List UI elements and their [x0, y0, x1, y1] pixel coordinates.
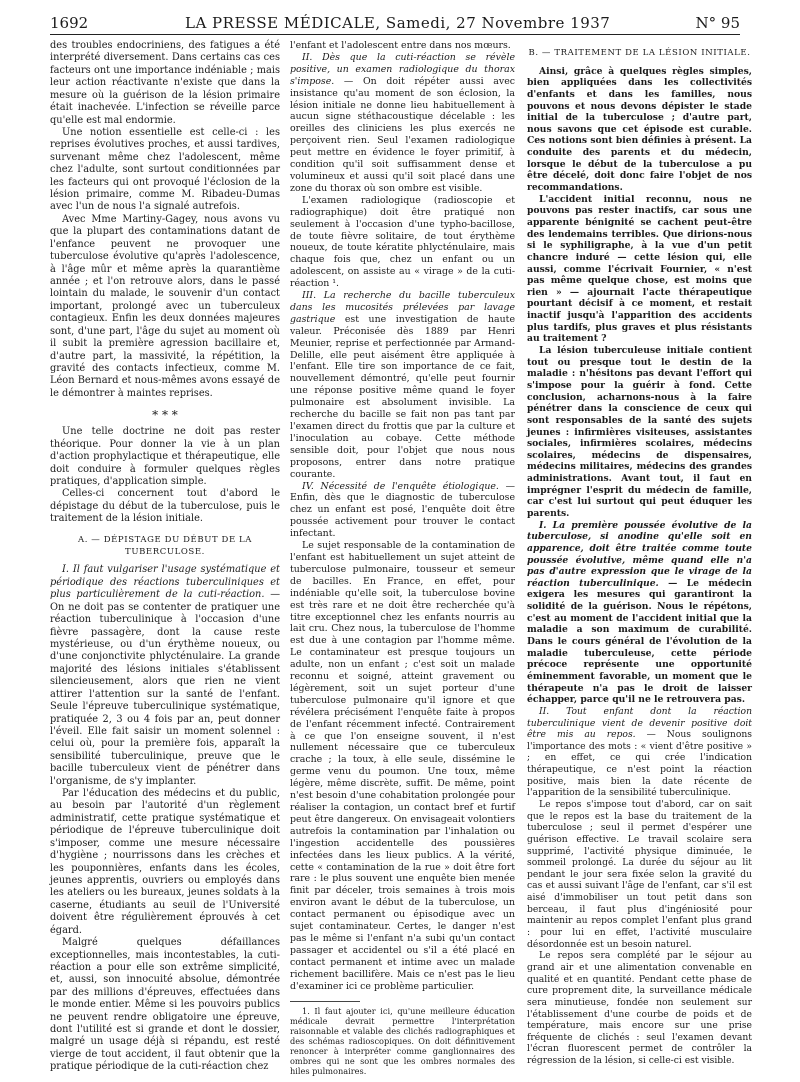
paragraph-lead: II. Tout enfant dont la réaction tuberculinique vient de devenir positive doit être mis au repos.	[527, 705, 752, 741]
section-separator: * * *	[152, 408, 178, 423]
paragraph: Une telle doctrine ne doit pas rester théorique. Pour donner la vie à un plan d'action prophylactique et thérapeutique, elle doit conduire à formuler quelques règles pratiques, d'application simple.	[50, 426, 280, 487]
paragraph-lead: II. Dès que la cuti-réaction se révèle positive, un examen radiologique du thorax s'impose.	[290, 51, 515, 87]
paragraph: des troubles endocriniens, des fatigues a été interprété diversement. Dans certains cas ces facteurs ont une importance indéniable ; mais leur action réactivante n'existe que dans la mesure où la guérison de la lésion primaire était inachevée. L'infection se réveille parce qu'elle est mal endormie.	[50, 40, 280, 126]
paragraph: Par l'éducation des médecins et du public, au besoin par l'autorité d'un règlement administratif, cette pratique systématique et périodique de l'épreuve tuberculinique doit s'imposer, comme une mesure nécessaire d'hygiène ; nourrissons dans les crèches et les pouponnières, enfants dans les écoles, jeunes apprentis, ouvriers ou employés dans les ateliers ou les bureaux, jeunes soldats à la caserne, étudiants au seuil de l'Université doivent être régulièrement éprouvés à cet égard.	[50, 788, 280, 936]
paragraph: l'enfant et l'adolescent entre dans nos mœurs.	[290, 40, 511, 51]
paragraph	[527, 520, 752, 706]
section-heading: B. — TRAITEMENT DE LA LÉSION INITIALE.	[528, 48, 751, 58]
paragraph-lead: IV. Nécessité de l'enquête étiologique.	[302, 480, 499, 492]
journal-title: LA PRESSE MÉDICALE, Samedi, 27 Novembre 1937	[185, 14, 611, 32]
paragraph	[290, 481, 515, 541]
issue-number: N° 95	[695, 14, 740, 32]
paragraph-lead: I. La première poussée évolutive de la tuberculose, si anodine qu'elle soit en apparence, doit être traitée comme toute poussée évolutive, même quand elle n'a pas d'autre expression que le virage de la réaction tuberculinique.	[527, 519, 752, 589]
paragraph: Le repos sera complété par le séjour au grand air et une alimentation convenable en qualité et en quantité. Pendant cette phase de cure proprement dite, la surveillance médicale sera minutieuse, fondée non seulement sur l'établissement d'une courbe de poids et de température, mais encore sur une prise fréquente de clichés : seul l'examen devant l'écran fluorescent permet de contrôler la régression de la lésion, si celle-ci est visible.	[527, 950, 752, 1067]
paragraph-lead: III. La recherche du bacille tuberculeux dans les mucosités prélevées par lavage gastrique	[290, 290, 515, 325]
page-number: 1692	[50, 14, 89, 32]
footnote-rule	[290, 1001, 360, 1002]
paragraph: Ainsi, grâce à quelques règles simples, bien appliquées dans les collectivités d'enfants et dans les familles, nous pouvons et nous devons dépister le stade initial de la tuberculose ; d'autre part, nous savons que cet épisode est curable. Ces notions sont bien définies à présent. La conduite des parents et du médecin, lorsque le début de la tuberculose a pu être décelé, doit donc faire l'objet de nos recommandations.	[527, 65, 752, 194]
column-right	[527, 40, 752, 1067]
column-left	[50, 40, 280, 1074]
paragraph: L'accident initial reconnu, nous ne pouvons pas rester inactifs, car sous une apparente bénignité se cachent peut-être des lendemains terribles. Que dirions-nous si le syphiligraphe, à la vue d'un petit chancre induré — cette lésion qui, elle aussi, comme l'écrivait Fournier, « n'est pas même quelque chose, est moins que rien » — ajournait l'acte thérapeutique pourtant décisif à ce moment, et restait inactif jusqu'à l'apparition des accidents plus tardifs, plus graves et plus résistants au traitement ?	[527, 193, 752, 345]
paragraph: Celles-ci concernent tout d'abord le dépistage du début de la tuberculose, puis le traitement de la lésion initiale.	[50, 488, 280, 525]
paragraph-body: — Enfin, dès que le diagnostic de tuberculose chez un enfant est posé, l'enquête doit être poussée activement pour trouver le contact infectant.	[290, 480, 516, 540]
paragraph-lead: I. Il faut vulgariser l'usage systématique et périodique des réactions tuberculiniques et plus particulièrement de la cuti-réaction.	[50, 564, 280, 601]
paragraph	[290, 52, 515, 195]
paragraph: La lésion tuberculeuse initiale contient tout ou presque tout le destin de la maladie : n'hésitons pas devant l'effort qui s'impose pour la guérir à fond. Cette conclusion, acharnons-nous à la faire pénétrer dans la conscience de ceux qui sont responsables de la santé des sujets jeunes : infirmières visiteuses, assistantes sociales, infirmières scolaires, médecins scolaires, médecins de dispensaires, médecins militaires, médecins des grandes administrations. Avant tout, il faut en imprégner l'esprit du médecin de famille, car c'est lui surtout qui peut éduquer les parents.	[527, 345, 752, 519]
section-heading: A. — DÉPISTAGE DU DÉBUT DE LA TUBERCULOSE.	[77, 534, 253, 558]
footnote: 1. Il faut ajouter ici, qu'une meilleure éducation médicale devrait permettre l'interprétation raisonnable et valable des clichés radiographiques et des schémas radioscopiques. On doit définitivement renoncer à interpréter comme ganglionnaires des ombres qui ne sont que les ombres normales des hiles pulmonaires.	[290, 1005, 515, 1076]
paragraph-body: — On ne doit pas se contenter de pratiquer une réaction tuberculinique à l'occasion d'une fièvre passagère, dont la cause reste mystérieuse, ou d'un érythème noueux, ou d'une conjonctivite phlycténulaire. La grande majorité des lésions initiales s'établissent silencieusement, alors que rien ne vient attirer l'attention sur la santé de l'enfant. Seule l'épreuve tuberculinique systématique, pratiquée 2, 3 ou 4 fois par an, peut donner l'éveil. Elle fait saisir un moment solennel : celui où, pour la première fois, apparaît la sensibilité tuberculinique, preuve que le bacille tuberculeux vient de pénétrer dans l'organisme, de s'y implanter.	[50, 589, 280, 787]
paragraph: Le repos s'impose tout d'abord, car on sait que le repos est la base du traitement de la tuberculose ; seul il permet d'espérer une guérison effective. Le travail scolaire sera supprimé, l'activité physique diminuée, le sommeil prolongé. La durée du séjour au lit pendant le jour sera fixée selon la gravité du cas et aussi suivant l'âge de l'enfant, car s'il est aisé d'immobiliser un tout petit dans son berceau, il faut plus d'ingéniosité pour maintenir au repos complet l'enfant plus grand : pour lui en effet, l'activité musculaire désordonnée est un besoin naturel.	[527, 799, 752, 950]
page-header	[50, 12, 740, 35]
paragraph-body: — On doit répéter aussi avec insistance qu'au moment de son éclosion, la lésion initiale ne donne lieu habituellement à aucun signe stéthacoustique décelable : les oreilles des cliniciens les plus exercés ne perçoivent rien. Seul l'examen radiologique peut mettre en évidence le foyer primitif, à condition qu'il soit suffisamment dense et volumineux et aussi qu'il soit placé dans une zone du thorax où son ombre est visible.	[290, 75, 515, 194]
paragraph: Le sujet responsable de la contamination de l'enfant est habituellement un sujet atteint de tuberculose pulmonaire, tousseur et semeur de bacilles. En France, en effet, pour indéniable qu'elle soit, la tuberculose bovine est très rare et ne doit être recherchée qu'à titre exceptionnel chez les enfants nourris au lait cru. Chez nous, la tuberculose de l'homme est due à une contagion par l'homme même. Le contaminateur est presque toujours un adulte, non un enfant ; c'est soit un malade reconnu et soigné, atteint gravement ou légèrement, soit un sujet porteur d'une tuberculose pulmonaire qu'il ignore et que révélera précisément l'enquête faite à propos de l'enfant récemment infecté. Contrairement à ce que l'on enseigne souvent, il n'est nullement nécessaire que ce tuberculeux crache ; la toux, à elle seule, dissémine le germe venu du poumon. Une toux, même légère, même discrète, suffit. De même, point n'est besoin d'une cohabitation prolongée pour réaliser la contagion, un contact bref et furtif peut être dangereux. On envisageait volontiers autrefois la contamination par l'inhalation ou l'ingestion accidentelle des poussières infectées dans les lieux publics. A la vérité, cette « contamination de la rue » doit être fort rare : le plus souvent une enquête bien menée finit par déceler, trois semaines à trois mois environ avant le début de la tuberculose, un contact permanent ou épisodique avec un sujet contaminateur. Certes, le danger n'est pas le même si l'enfant n'a subi qu'un contact passager et accidentel ou s'il a été placé en contact permanent et intime avec un malade richement bacillifère. Mais ce n'est pas le lieu d'examiner ici ce problème particulier.	[290, 540, 515, 992]
paragraph	[527, 706, 752, 799]
paragraph-body: — Le médecin exigera les mesures qui garantiront la solidité de la guérison. Nous le répétons, c'est au moment de l'accident initial que la maladie a son maximum de curabilité. Dans le cours général de l'évolution de la maladie tuberculeuse, cette période précoce représente une opportunité éminemment favorable, un moment que le thérapeute n'a pas le droit de laisser échapper, parce qu'il ne le retrouvera pas.	[527, 577, 752, 706]
paragraph: Une notion essentielle est celle-ci : les reprises évolutives proches, et aussi tardives, survenant même chez l'adolescent, même chez l'adulte, sont surtout conditionnées par les facteurs qui ont provoqué l'éclosion de la lésion primaire, comme M. Ribadeu-Dumas avec l'un de nous l'a signalé autrefois.	[50, 126, 280, 213]
column-middle	[290, 40, 515, 1076]
paragraph	[50, 564, 280, 788]
paragraph: Malgré quelques défaillances exceptionnelles, mais incontestables, la cuti-réaction a pour elle son extrême simplicité, et, aussi, son innocuité absolue, démontrée par des millions d'épreuves, effectuées dans le monde entier. Même si les pouvoirs publics ne peuvent rendre obligatoire une épreuve, dont l'utilité est si grande et dont le dossier, malgré un usage déjà si répandu, est resté vierge de tout accident, il faut obtenir que la pratique périodique de la cuti-réaction chez	[50, 937, 280, 1073]
paragraph: L'examen radiologique (radioscopie et radiographique) doit être pratiqué non seulement à l'occasion d'une typho-bacillose, de toute fièvre solitaire, de tout érythème noueux, de toute kératite phlycténulaire, mais chaque fois que, chez un enfant ou un adolescent, on assiste au « virage » de la cuti-réaction ¹.	[290, 194, 515, 290]
paragraph: Avec Mme Martiny-Gagey, nous avons vu que la plupart des contaminations datant de l'enfance peuvent ne provoquer une tuberculose évolutive qu'après l'adolescence, à l'âge mûr et même après la quarantième année ; et l'on retrouve alors, dans le passé lointain du malade, le souvenir d'un contact important, prolongé avec un tuberculeux contagieux. Enfin les deux données majeures sont, d'une part, l'âge du sujet au moment où il subit la première agression bacillaire et, d'autre part, la massivité, la répétition, la gravité des contacts infectieux, comme M. Léon Bernard et nous-mêmes avons essayé de le démontrer à maintes reprises.	[50, 213, 280, 399]
paragraph-body: est une investigation de haute valeur. Préconisée dès 1889 par Henri Meunier, reprise et perfectionnée par Armand-Delille, elle peut aisément être appliquée à l'enfant. Elle tire son importance de ce fait, nouvellement démontré, qu'elle peut fournir une réponse positive même quand le foyer pulmonaire est absolument invisible. La recherche du bacille se fait non pas tant par l'examen direct du frottis que par la culture et l'inoculation au cobaye. Cette méthode sensible doit, pour l'objet que nous nous proposons, entrer dans notre pratique courante.	[290, 313, 515, 480]
paragraph-body: — Nous soulignons l'importance des mots : « vient d'être positive » ; en effet, ce qui crée l'indication thérapeutique, ce n'est point la réaction positive, mais bien la date récente de l'apparition de la sensibilité tuberculinique.	[527, 729, 753, 799]
paragraph	[290, 290, 515, 481]
